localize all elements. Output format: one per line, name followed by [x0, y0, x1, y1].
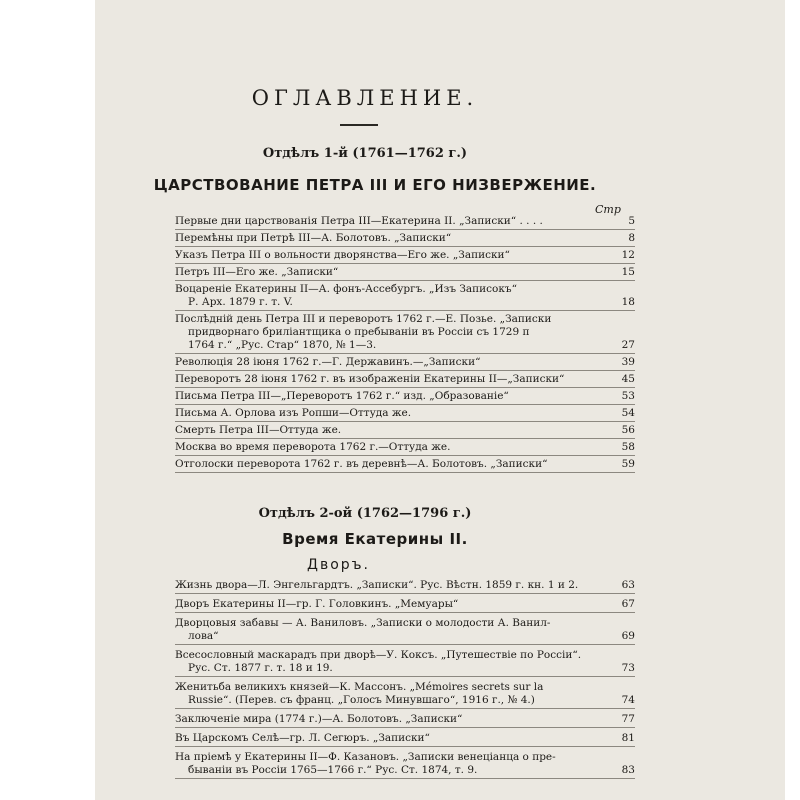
- toc-divider: [175, 370, 635, 371]
- toc-page-number: 27: [621, 339, 635, 351]
- section-2-subheading: Дворъ.: [307, 557, 370, 573]
- toc-entry-text: Заключеніе мира (1774 г.)—А. Болотовъ. „Записки“: [175, 713, 463, 725]
- toc-entry-text: Жизнь двора—Л. Энгельгардтъ. „Записки“. Рус. Вѣстн. 1859 г. кн. 1 и 2.: [175, 579, 579, 591]
- toc-entry[interactable]: [175, 356, 603, 369]
- toc-entry-text: бываніи въ Россіи 1765—1766 г.“ Рус. Ст. 1874, т. 9.: [188, 764, 478, 776]
- section-1-heading: ЦАРСТВОВАНИЕ ПЕТРА III И ЕГО НИЗВЕРЖЕНИЕ.: [153, 176, 597, 194]
- toc-page-number: 73: [621, 662, 635, 674]
- toc-entry-text: Послѣдній день Петра III и переворотъ 1762 г.—Е. Позье. „Записки: [175, 313, 552, 325]
- section-2-heading: Время Екатерины II.: [282, 530, 468, 548]
- toc-divider: [175, 746, 635, 747]
- title-rule: [340, 124, 378, 126]
- toc-entry[interactable]: [175, 283, 603, 309]
- toc-entry[interactable]: [175, 215, 603, 228]
- toc-entry-text: Переворотъ 28 іюня 1762 г. въ изображеніи Екатерины II—„Записки“: [175, 373, 565, 385]
- toc-page-number: 83: [621, 764, 635, 776]
- toc-page-number: 8: [628, 232, 635, 244]
- toc-divider: [175, 310, 635, 311]
- toc-entry[interactable]: [175, 390, 603, 403]
- toc-divider: [175, 644, 635, 645]
- toc-page-number: 81: [621, 732, 635, 744]
- toc-entry[interactable]: [175, 232, 603, 245]
- toc-entry-text: 1764 г.“ „Рус. Стар“ 1870, № 1—3.: [188, 339, 377, 351]
- toc-divider: [175, 280, 635, 281]
- toc-page-number: 45: [621, 373, 635, 385]
- toc-entry[interactable]: [175, 424, 603, 437]
- toc-entry[interactable]: [175, 598, 603, 611]
- toc-entry[interactable]: [175, 751, 603, 777]
- toc-entry[interactable]: [175, 732, 603, 745]
- toc-divider: [175, 246, 635, 247]
- toc-page-number: 69: [621, 630, 635, 642]
- toc-page-number: 59: [621, 458, 635, 470]
- toc-entry[interactable]: [175, 649, 603, 675]
- toc-divider: [175, 421, 635, 422]
- toc-entry[interactable]: [175, 579, 603, 592]
- toc-divider: [175, 676, 635, 677]
- toc-page-number: 15: [621, 266, 635, 278]
- toc-entry-text: На пріемѣ у Екатерины II—Ф. Казановъ. „Записки венеціанца о пре-: [175, 751, 556, 763]
- toc-divider: [175, 455, 635, 456]
- toc-divider: [175, 593, 635, 594]
- toc-divider: [175, 612, 635, 613]
- toc-divider: [175, 387, 635, 388]
- toc-divider: [175, 353, 635, 354]
- toc-divider: [175, 778, 635, 779]
- toc-entry-text: Дворъ Екатерины II—гр. Г. Головкинъ. „Мемуары“: [175, 598, 459, 610]
- toc-entry-text: Первые дни царствованія Петра III—Екатерина II. „Записки“ . . . .: [175, 215, 543, 227]
- toc-divider: [175, 727, 635, 728]
- toc-entry[interactable]: [175, 441, 603, 454]
- toc-entry-text: Письма Петра III—„Переворотъ 1762 г.“ изд. „Образованіе“: [175, 390, 509, 402]
- toc-entry-text: Всесословный маскарадъ при дворѣ—У. Коксъ. „Путешествіе по Россіи“.: [175, 649, 582, 661]
- toc-entry-text: Женитьба великихъ князей—К. Массонъ. „Mémoires secrets sur la: [175, 681, 544, 693]
- toc-page-number: 74: [621, 694, 635, 706]
- toc-divider: [175, 229, 635, 230]
- toc-page-number: 56: [621, 424, 635, 436]
- toc-entry-text: придворнаго бриліантщика о пребываніи въ Россіи съ 1729 п: [188, 326, 530, 338]
- section-2-label: Отдѣлъ 2-ой (1762—1796 г.): [258, 506, 472, 521]
- toc-entry[interactable]: [175, 266, 603, 279]
- toc-page-number: 39: [621, 356, 635, 368]
- toc-page-number: 67: [621, 598, 635, 610]
- toc-divider: [175, 708, 635, 709]
- toc-entry[interactable]: [175, 458, 603, 471]
- toc-entry-text: Перемѣны при Петрѣ III—А. Болотовъ. „Записки“: [175, 232, 452, 244]
- toc-entry-text: Петръ III—Его же. „Записки“: [175, 266, 339, 278]
- page-title: ОГЛАВЛЕНИЕ.: [251, 86, 479, 110]
- toc-entry[interactable]: [175, 617, 603, 643]
- toc-entry-text: Р. Арх. 1879 г. т. V.: [188, 296, 293, 308]
- toc-divider: [175, 404, 635, 405]
- toc-entry-text: Москва во время переворота 1762 г.—Оттуда же.: [175, 441, 451, 453]
- toc-page-number: 58: [621, 441, 635, 453]
- toc-entry-text: Въ Царскомъ Селѣ—гр. Л. Сегюръ. „Записки“: [175, 732, 430, 744]
- toc-entry[interactable]: [175, 249, 603, 262]
- toc-entry-text: Russie“. (Перев. съ франц. „Голосъ Минувшаго“, 1916 г., № 4.): [188, 694, 535, 706]
- toc-entry-text: Письма А. Орлова изъ Ропши—Оттуда же.: [175, 407, 412, 419]
- toc-entry-text: Воцареніе Екатерины II—А. фонъ-Ассебургъ. „Изъ Записокъ“: [175, 283, 517, 295]
- toc-divider: [175, 263, 635, 264]
- toc-entry[interactable]: [175, 713, 603, 726]
- toc-entry-text: Революція 28 іюня 1762 г.—Г. Державинъ.—„Записки“: [175, 356, 481, 368]
- toc-entry-text: Указъ Петра III о вольности дворянства—Его же. „Записки“: [175, 249, 510, 261]
- page-column-label: Стр: [595, 203, 621, 216]
- toc-divider: [175, 438, 635, 439]
- toc-entry-text: Смерть Петра III—Оттуда же.: [175, 424, 342, 436]
- toc-divider: [175, 472, 635, 473]
- toc-entry-text: Дворцовыя забавы — А. Ваниловъ. „Записки о молодости А. Ванил-: [175, 617, 551, 629]
- toc-page-number: 77: [621, 713, 635, 725]
- section-1-label: Отдѣлъ 1-й (1761—1762 г.): [262, 146, 468, 161]
- toc-page-number: 54: [621, 407, 635, 419]
- book-page: [95, 0, 785, 800]
- toc-entry[interactable]: [175, 313, 603, 352]
- toc-entry-text: лова“: [188, 630, 219, 642]
- toc-page-number: 5: [628, 215, 635, 227]
- toc-entry-text: Рус. Ст. 1877 г. т. 18 и 19.: [188, 662, 333, 674]
- toc-entry[interactable]: [175, 373, 603, 386]
- toc-entry-text: Отголоски переворота 1762 г. въ деревнѣ—А. Болотовъ. „Записки“: [175, 458, 548, 470]
- toc-page-number: 53: [621, 390, 635, 402]
- toc-entry[interactable]: [175, 681, 603, 707]
- toc-page-number: 63: [621, 579, 635, 591]
- toc-page-number: 12: [621, 249, 635, 261]
- toc-page-number: 18: [621, 296, 635, 308]
- toc-entry[interactable]: [175, 407, 603, 420]
